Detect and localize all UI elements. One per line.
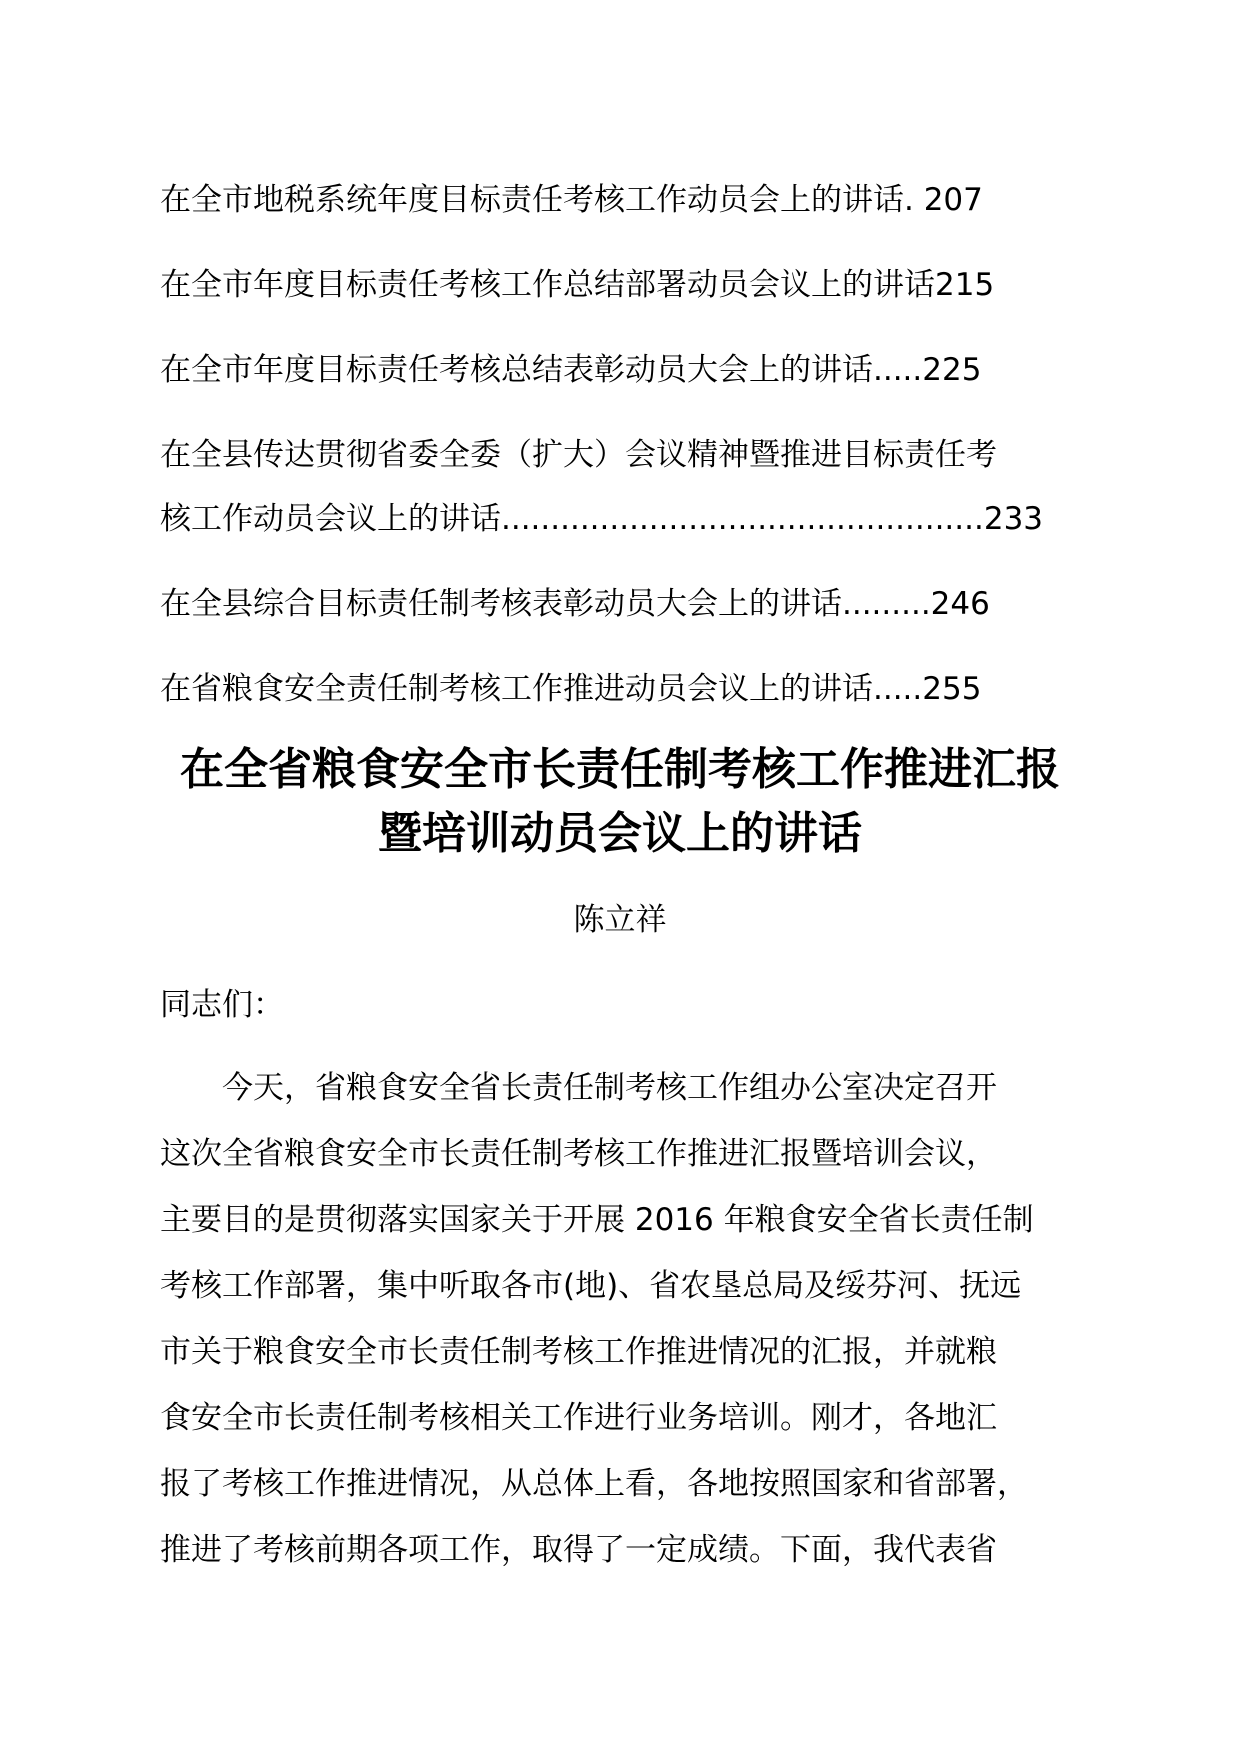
toc-entry-text: 在全市年度目标责任考核工作总结部署动员会议上的讲话215 xyxy=(160,267,995,303)
toc-entry-text: 在全县综合目标责任制考核表彰动员大会上的讲话.........246 xyxy=(160,586,990,622)
toc-entry xyxy=(160,168,1100,232)
toc-entry-text: 在省粮食安全责任制考核工作推进动员会议上的讲话.....255 xyxy=(160,671,982,707)
salutation: 同志们： xyxy=(160,987,284,1023)
body-line: 报了考核工作推进情况，从总体上看，各地按照国家和省部署， xyxy=(160,1466,1028,1502)
toc-entry xyxy=(160,338,1100,402)
author-name: 陈立祥 xyxy=(573,902,667,938)
toc-entry-text: 核工作动员会议上的讲话.................................................233 xyxy=(160,501,1044,537)
body-line: 食安全市长责任制考核相关工作进行业务培训。刚才，各地汇 xyxy=(160,1400,997,1436)
toc-entry-text: 在全市地税系统年度目标责任考核工作动员会上的讲话. 207 xyxy=(160,182,983,218)
toc-entry xyxy=(160,572,1100,636)
table-of-contents xyxy=(160,168,1100,742)
toc-entry xyxy=(160,253,1100,317)
toc-entry-text: 在全县传达贯彻省委全委（扩大）会议精神暨推进目标责任考 xyxy=(160,437,997,473)
body-line: 这次全省粮食安全市长责任制考核工作推进汇报暨培训会议， xyxy=(160,1136,997,1172)
body-line: 主要目的是贯彻落实国家关于开展 2016 年粮食安全省长责任制 xyxy=(160,1202,1034,1238)
body-line: 推进了考核前期各项工作，取得了一定成绩。下面，我代表省 xyxy=(160,1532,997,1568)
speech-title xyxy=(120,738,1120,866)
body-line: 考核工作部署，集中听取各市(地)、省农垦总局及绥芬河、抚远 xyxy=(160,1268,1022,1304)
speech-title-line-1: 在全省粮食安全市长责任制考核工作推进汇报 xyxy=(180,744,1060,795)
toc-entry-text: 在全市年度目标责任考核总结表彰动员大会上的讲话.....225 xyxy=(160,352,982,388)
toc-entry xyxy=(160,657,1100,721)
body-line: 市关于粮食安全市长责任制考核工作推进情况的汇报，并就粮 xyxy=(160,1334,997,1370)
speech-title-line-2: 暨培训动员会议上的讲话 xyxy=(378,808,862,859)
toc-entry xyxy=(160,423,1100,551)
speech-body xyxy=(160,1068,1100,1596)
body-line: 今天，省粮食安全省长责任制考核工作组办公室决定召开 xyxy=(222,1070,997,1106)
